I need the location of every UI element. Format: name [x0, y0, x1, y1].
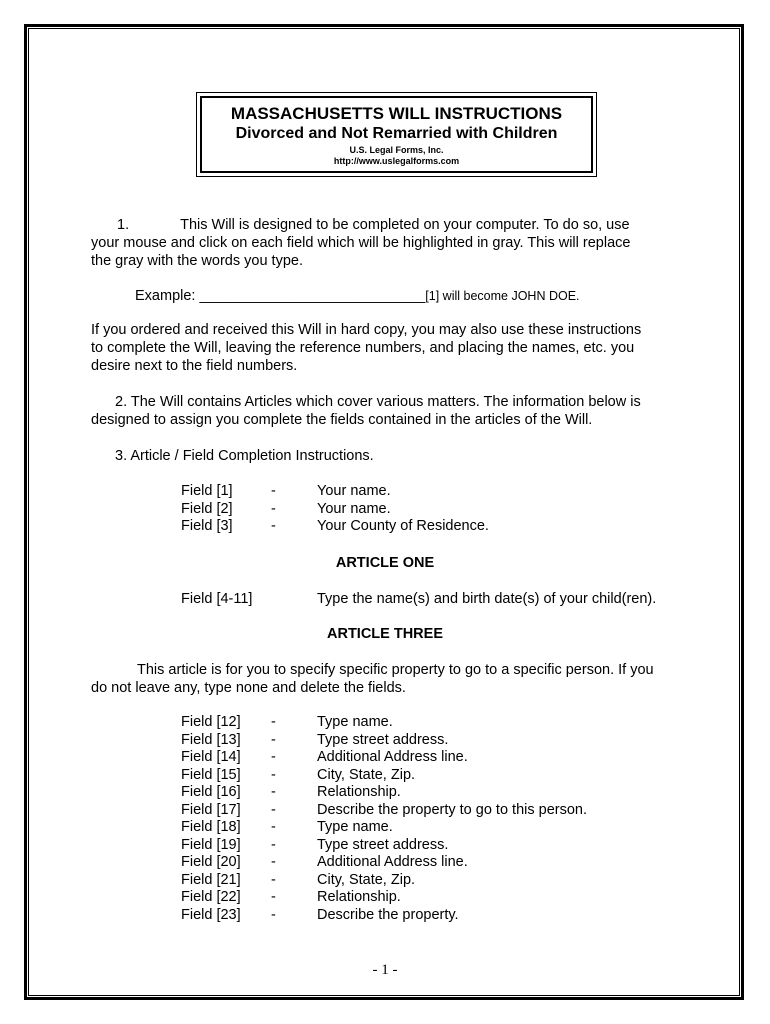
field-label: Field [19] — [181, 836, 241, 853]
field-label: Field [22] — [181, 889, 241, 905]
field-dash: - — [271, 819, 276, 835]
field-label: Field [15] — [181, 766, 241, 783]
article-three-heading: ARTICLE THREE — [327, 626, 443, 642]
field-dash: - — [271, 500, 276, 517]
field-label: Field [18] — [181, 819, 241, 835]
field-dash: - — [271, 483, 276, 499]
example-label: Example: — [135, 288, 200, 304]
paragraph-2-line-a: 2. The Will contains Articles which cover various matters. The information below is — [115, 394, 641, 410]
title-box — [196, 92, 597, 177]
field-label: Field [20] — [181, 854, 241, 870]
field-description: Type street address. — [317, 731, 449, 748]
field-label: Field [14] — [181, 749, 241, 765]
article-three-intro-line-b: do not leave any, type none and delete the fields. — [91, 680, 406, 696]
field-description: City, State, Zip. — [317, 766, 416, 783]
field-description: Relationship. — [317, 889, 401, 905]
company-url: http://www.uslegalforms.com — [333, 156, 460, 166]
company-name: U.S. Legal Forms, Inc. — [349, 145, 444, 155]
field-description: Additional Address line. — [317, 854, 468, 870]
field-dash: - — [271, 906, 276, 923]
document-subtitle: Divorced and Not Remarried with Children — [235, 125, 558, 142]
paragraph-3 — [91, 447, 681, 465]
field-description: Describe the property to go to this person. — [317, 801, 588, 818]
document-title: MASSACHUSETTS WILL INSTRUCTIONS — [230, 104, 563, 123]
field-label: Field [12] — [181, 714, 241, 730]
field-description: Your name. — [317, 483, 391, 499]
field-label: Field [1] — [181, 483, 233, 499]
paragraph-2-line-b: designed to assign you complete the fields contained in the articles of the Will. — [91, 412, 593, 428]
title-box-inner — [200, 96, 593, 173]
article-one-heading: ARTICLE ONE — [335, 555, 435, 571]
article-three-intro — [91, 661, 681, 697]
paragraph-1-number: 1. — [117, 217, 130, 233]
field-dash: - — [271, 784, 276, 800]
field-label: Field [17] — [181, 801, 241, 818]
field-description: Type name. — [317, 819, 393, 835]
field-description: Additional Address line. — [317, 749, 468, 765]
field-label: Field [4-11] — [181, 591, 253, 607]
field-dash: - — [271, 889, 276, 905]
field-description: Describe the property. — [317, 906, 459, 923]
paragraph-2 — [91, 393, 681, 429]
field-dash: - — [271, 836, 276, 853]
field-description: Your County of Residence. — [317, 518, 489, 534]
field-description: Type street address. — [317, 836, 449, 853]
field-dash: - — [271, 801, 276, 818]
field-description: City, State, Zip. — [317, 871, 416, 888]
field-dash: - — [271, 749, 276, 765]
example-line — [135, 288, 580, 304]
field-dash: - — [271, 854, 276, 870]
field-dash: - — [271, 871, 276, 888]
field-label: Field [21] — [181, 871, 241, 888]
paragraph-1 — [91, 216, 681, 270]
field-dash: - — [271, 518, 276, 534]
page-number: - 1 - — [372, 962, 398, 978]
paragraph-1-line-c: the gray with the words you type. — [91, 253, 303, 269]
example-result: [1] will become JOHN DOE. — [425, 289, 580, 303]
paragraph-1-line-b: your mouse and click on each field which will be highlighted in gray. This will replace — [91, 235, 631, 251]
field-description: Relationship. — [317, 784, 401, 800]
field-description: Type name. — [317, 714, 393, 730]
field-label: Field [3] — [181, 518, 233, 534]
field-label: Field [16] — [181, 784, 241, 800]
paragraph-3-text: 3. Article / Field Completion Instructions. — [115, 448, 374, 464]
paragraph-hardcopy — [91, 321, 681, 375]
hardcopy-line-a: If you ordered and received this Will in hard copy, you may also use these instructions — [91, 322, 642, 338]
field-dash: - — [271, 714, 276, 730]
hardcopy-line-b: to complete the Will, leaving the reference numbers, and placing the names, etc. you — [91, 340, 635, 356]
example-blank: ____________________________ — [199, 288, 426, 304]
field-dash: - — [271, 766, 276, 783]
field-dash: - — [271, 731, 276, 748]
field-description: Type the name(s) and birth date(s) of your child(ren). — [317, 591, 657, 607]
hardcopy-line-c: desire next to the field numbers. — [91, 358, 298, 374]
field-label: Field [2] — [181, 500, 233, 517]
article-three-intro-line-a: This article is for you to specify specific property to go to a specific person. If you — [137, 662, 654, 678]
field-description: Your name. — [317, 500, 391, 517]
field-label: Field [13] — [181, 731, 241, 748]
paragraph-1-line-a: This Will is designed to be completed on your computer. To do so, use — [180, 217, 630, 233]
field-label: Field [23] — [181, 906, 241, 923]
